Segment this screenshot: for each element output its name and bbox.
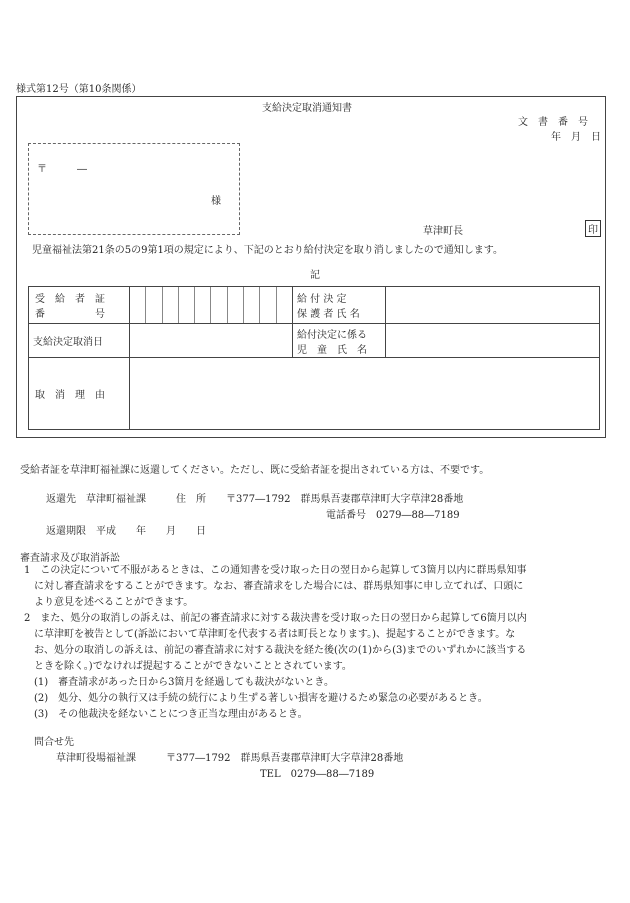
return-request: 受給者証を草津町福祉課に返還してください。ただし、既に受給者証を提出されている方は、不要です。 [20,465,490,476]
notice-text: 児童福祉法第21条の5の9第1項の規定により、下記のとおり給付決定を取り消しましたので通知します。 [32,245,504,256]
issuer-name: 草津町長 [423,226,463,237]
return-phone: 電話番号 0279―88―7189 [326,510,460,521]
appeal-item-1a: 1 この決定について不服があるときは、この通知書を受け取った日の翌日から起算して3箇月以内に群馬県知事 [24,565,527,576]
record-table [28,286,600,430]
document-title: 支給決定取消通知書 [262,103,352,114]
cancel-date-label: 支給決定取消日 [29,324,130,358]
appeal-sub-item-1: (1) 審査請求があった日から3箇月を経過しても裁決がないとき。 [34,677,335,688]
ki-heading: 記 [310,270,320,281]
recipient-cert-label: 受 給 者 証 番 号 [29,287,130,324]
appeal-sub-item-3: (3) その他裁決を経ないことにつき正当な理由があるとき。 [34,709,308,720]
guardian-name-label: 給 付 決 定 保 護 者 氏 名 [293,287,386,324]
appeal-sub-item-2: (2) 処分、処分の執行又は手続の続行により生ずる著しい損害を避けるため緊急の必要があるとき。 [34,693,488,704]
form-label: 様式第12号（第10条関係） [16,84,142,95]
appeal-item-1c: より意見を述べることができます。 [24,597,194,608]
guardian-name-field[interactable] [386,287,600,324]
return-address: 返還先 草津町福祉課 住 所 〒377―1792 群馬県吾妻郡草津町大字草津28番地 [46,494,464,505]
appeal-item-2a: 2 また、処分の取消しの訴えは、前記の審査請求に対する裁決書を受け取った日の翌日から起算して6箇月以内 [24,613,527,624]
recipient-cert-number-field[interactable] [130,287,293,324]
appeal-heading: 審査請求及び取消訴訟 [20,553,120,564]
honorific: 様 [211,196,221,207]
appeal-item-2c: お、処分の取消しの訴えは、前記の審査請求に対する裁決を経た後(次の(1)から(3)までのいずれかに該当する [24,645,527,656]
cancel-reason-label: 取 消 理 由 [29,358,130,430]
document-number-label: 文 書 番 号 [518,117,588,128]
appeal-item-2b: に草津町を被告として(訴訟において草津町を代表する者は町長となります。)、提起することができます。な [24,629,516,640]
appeal-item-2d: ときを除く。)でなければ提起することができないこととされています。 [24,661,352,672]
contact-address: 草津町役場福祉課 〒377―1792 群馬県吾妻郡草津町大字草津28番地 [56,753,404,764]
address-box [28,143,240,235]
appeal-item-1b: に対し審査請求をすることができます。なお、審査請求をした場合には、群馬県知事に申し立てれば、口頭に [24,581,524,592]
postal-code: 〒 ― [37,164,87,175]
return-deadline: 返還期限 平成 年 月 日 [46,526,206,537]
child-name-field[interactable] [386,324,600,358]
contact-tel: TEL 0279―88―7189 [260,769,375,780]
cancel-date-field[interactable] [130,324,293,358]
cancel-reason-field[interactable] [130,358,600,430]
contact-heading: 問合せ先 [34,737,74,748]
date-label: 年 月 日 [551,132,601,143]
child-name-label: 給付決定に係る 児 童 氏 名 [293,324,386,358]
official-seal: 印 [585,220,601,237]
